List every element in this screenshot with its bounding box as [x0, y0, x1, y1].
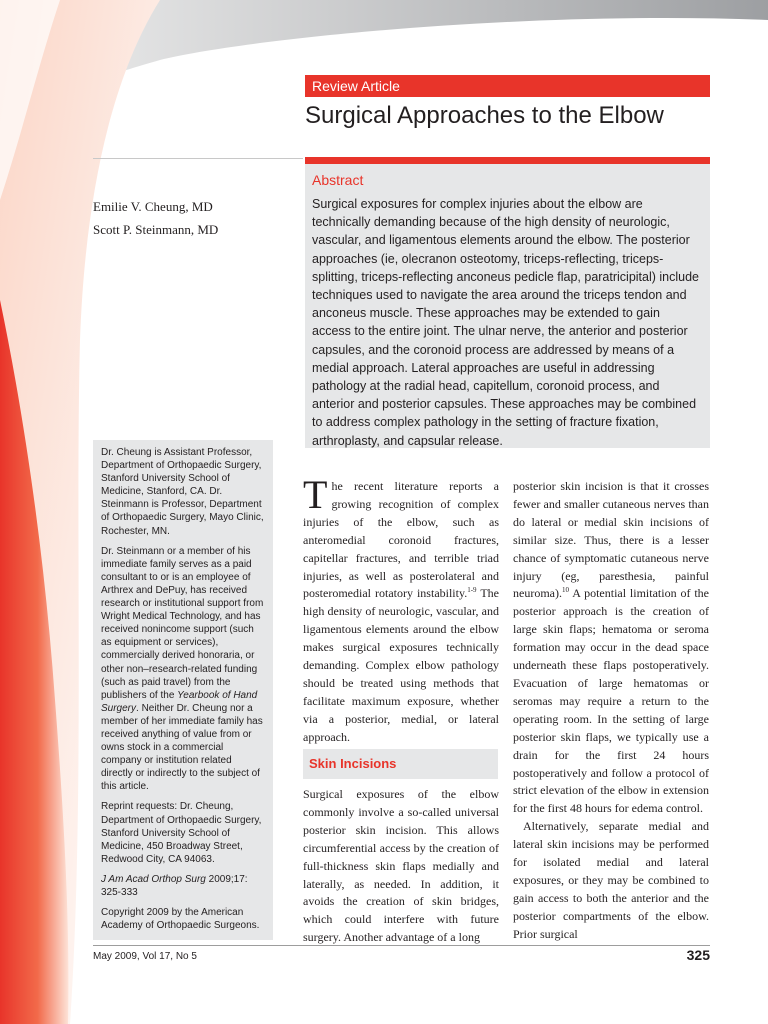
disclosure-statement: Dr. Steinmann or a member of his immediate family serves as a paid consultant to or is an employee of Arthrex and DePuy, has received research or institutional support from Wright Medical Technology, and has received nonincome support (such as equipment or services), commercially derived honoraria, or other non–research-related funding (such as paid travel) from the publishers of the Yearbook of Hand Surgery. Neither Dr. Cheung nor a member of her immediate family has received anything of value from or owns stock in a commercial company or institution related directly or indirectly to the subject of this article.: [101, 545, 264, 793]
reprint-requests: Reprint requests: Dr. Cheung, Department of Orthopaedic Surgery, Stanford University School of Medicine, 450 Broadway Street, Redwood City, CA 94063.: [101, 801, 262, 865]
reference-marker: 1-9: [467, 586, 477, 595]
intro-paragraph: The recent literature reports a growing recognition of complex injuries of the elbow, such as anteromedial coronoid fractures, capitellar fractures, and terrible triad injuries, as well as posterolateral and posteromedial rotatory instability.$^{1-9}$ The high density of neurologic, vascular, and ligamentous elements around the elbow makes surgical exposures technically demanding. Complex elbow pathology should be treated using methods that facilitate maximum exposure, whether via a posterior, medial, or lateral approach.: [303, 472, 499, 744]
issue-info: May 2009, Vol 17, No 5: [93, 951, 197, 962]
author-affiliations: Dr. Cheung is Assistant Professor, Department of Orthopaedic Surgery, Stanford University School of Medicine, Stanford, CA. Dr. Steinmann is Professor, Department of Orthopaedic Surgery, Mayo Clinic, Rochester, MN.: [101, 447, 264, 537]
disclosure-journal: Yearbook of Hand Surgery: [101, 689, 258, 714]
body-column-1-continued: [303, 786, 499, 947]
reference-marker: 10: [561, 586, 569, 595]
abstract-panel: [305, 164, 710, 448]
article-type-label: Review Article: [305, 75, 710, 97]
body-column-2: [513, 478, 709, 944]
footer-divider: [93, 945, 710, 946]
section-heading-skin-incisions: Skin Incisions: [309, 756, 397, 771]
abstract-text: Surgical exposures for complex injuries about the elbow are technically demanding because of the high density of neurologic, vascular, and ligamentous elements around the elbow. The posterior approaches (ie, olecranon osteotomy, triceps-reflecting, triceps-splitting, triceps-reflecting anconeus pedicle flap, paratricipital) include techniques used to navigate the area around the triceps tendon and anconeus muscle. These approaches may be extended to gain access to the entire joint. The ulnar nerve, the anterior and posterior capsules, and the coronoid process are addressed by means of a medial approach. Lateral approaches are useful in addressing pathology at the radial head, capitellum, coronoid process, and anterior and posterior capsules. These approaches may be combined to address complex pathology in the setting of fracture fixation, arthroplasty, and capsular release.: [312, 197, 700, 448]
author-name: Scott P. Steinmann, MD: [93, 222, 219, 237]
citation: J Am Acad Orthop Surg 2009;17: 325-333: [101, 873, 248, 898]
drop-cap: T: [303, 472, 328, 517]
body-paragraph: posterior skin incision is that it crosses fewer and smaller cutaneous nerves than do lateral or medial skin incisions of similar size. Thus, there is a lesser chance of symptomatic cutaneous nerve injury (eg, paresthesia, painful neuroma).$^{10}$ A potential limitation of the posterior approach is the creation of large skin flaps; hematoma or seroma formation may occur in the dead space underneath these flaps postoperatively. Evacuation of large hematomas or seromas may require a return to the operating room. In the setting of large posterior skin flaps, we typically use a drain for the first 24 hours postoperatively and follow a protocol of strict elevation of the elbow in extension for the first 48 hours for edema control.: [513, 479, 709, 816]
header-divider: [93, 158, 303, 159]
body-paragraph: Surgical exposures of the elbow commonly involve a so-called universal posterior skin incision. This allows circumferential access by the creation of full-thickness skin flaps medially and laterally, as needed. In addition, it avoids the creation of skin bridges, which could interfere with future surgery. Another advantage of a long: [303, 787, 499, 945]
abstract-heading: Abstract: [312, 172, 364, 188]
citation-journal: J Am Acad Orthop Surg: [101, 873, 206, 885]
article-title: Surgical Approaches to the Elbow: [305, 102, 664, 129]
copyright-notice: Copyright 2009 by the American Academy of Orthopaedic Surgeons.: [101, 907, 260, 932]
author-list: [93, 195, 218, 241]
page-number: 325: [686, 947, 710, 963]
body-paragraph: Alternatively, separate medial and lateral skin incisions may be performed for isolated medial and lateral exposures, or they may be combined to gain access to both the anterior and the posterior compartments of the elbow. Prior surgical: [513, 819, 709, 941]
section-heading-panel: [303, 749, 498, 779]
author-name: Emilie V. Cheung, MD: [93, 199, 213, 214]
body-column-1: [303, 472, 499, 747]
abstract-top-bar: [305, 157, 710, 164]
author-info-sidebar: [93, 440, 273, 940]
